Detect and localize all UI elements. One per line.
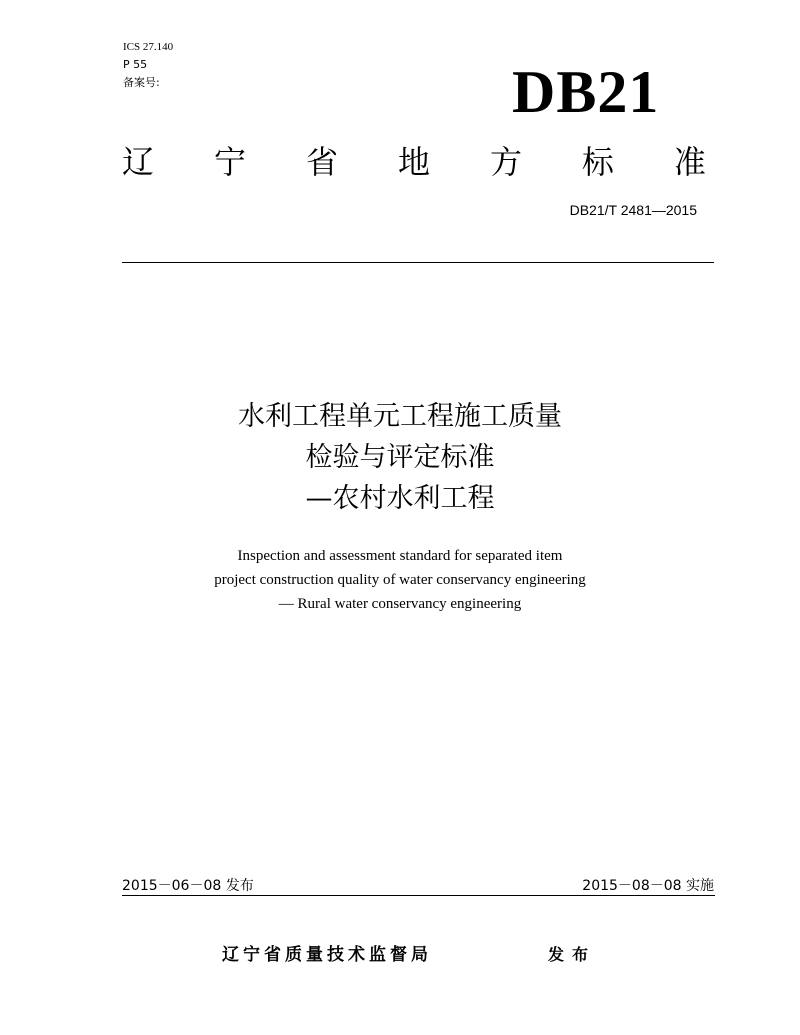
chinese-title-line-2: 检验与评定标准 — [305, 442, 495, 473]
publish-label: 发布 — [548, 945, 597, 964]
issue-date: 2015－06－08 发布 — [122, 878, 254, 894]
heading-char: 标 — [581, 143, 614, 181]
issuing-authority: 辽宁省质量技术监督局 — [222, 945, 432, 965]
english-title — [100, 544, 700, 616]
ccs-code: P 55 — [123, 58, 148, 71]
standard-number: DB21/T 2481—2015 — [569, 202, 697, 218]
heading-char: 辽 — [122, 143, 155, 181]
heading-char: 方 — [489, 143, 522, 181]
chinese-title-line-3: —农村水利工程 — [305, 483, 495, 514]
english-title-line-2: project construction quality of water conservancy engineering — [214, 572, 586, 588]
heading-char: 地 — [397, 143, 430, 181]
record-number-label: 备案号: — [123, 76, 160, 89]
chinese-title-line-1: 水利工程单元工程施工质量 — [238, 401, 562, 432]
province-standard-heading — [122, 138, 706, 186]
ics-code: ICS 27.140 — [123, 41, 174, 53]
heading-char: 宁 — [213, 143, 246, 181]
header-divider — [122, 262, 714, 263]
english-title-line-1: Inspection and assessment standard for separated item — [237, 548, 563, 564]
footer-divider — [122, 895, 715, 896]
heading-char: 省 — [305, 143, 338, 181]
implementation-date: 2015－08－08 实施 — [582, 878, 714, 894]
heading-char: 准 — [673, 143, 706, 181]
standard-classification-block — [123, 38, 173, 92]
chinese-title — [100, 396, 700, 519]
english-title-line-3: — Rural water conservancy engineering — [278, 596, 522, 612]
db21-logo: DB21 — [512, 59, 660, 125]
